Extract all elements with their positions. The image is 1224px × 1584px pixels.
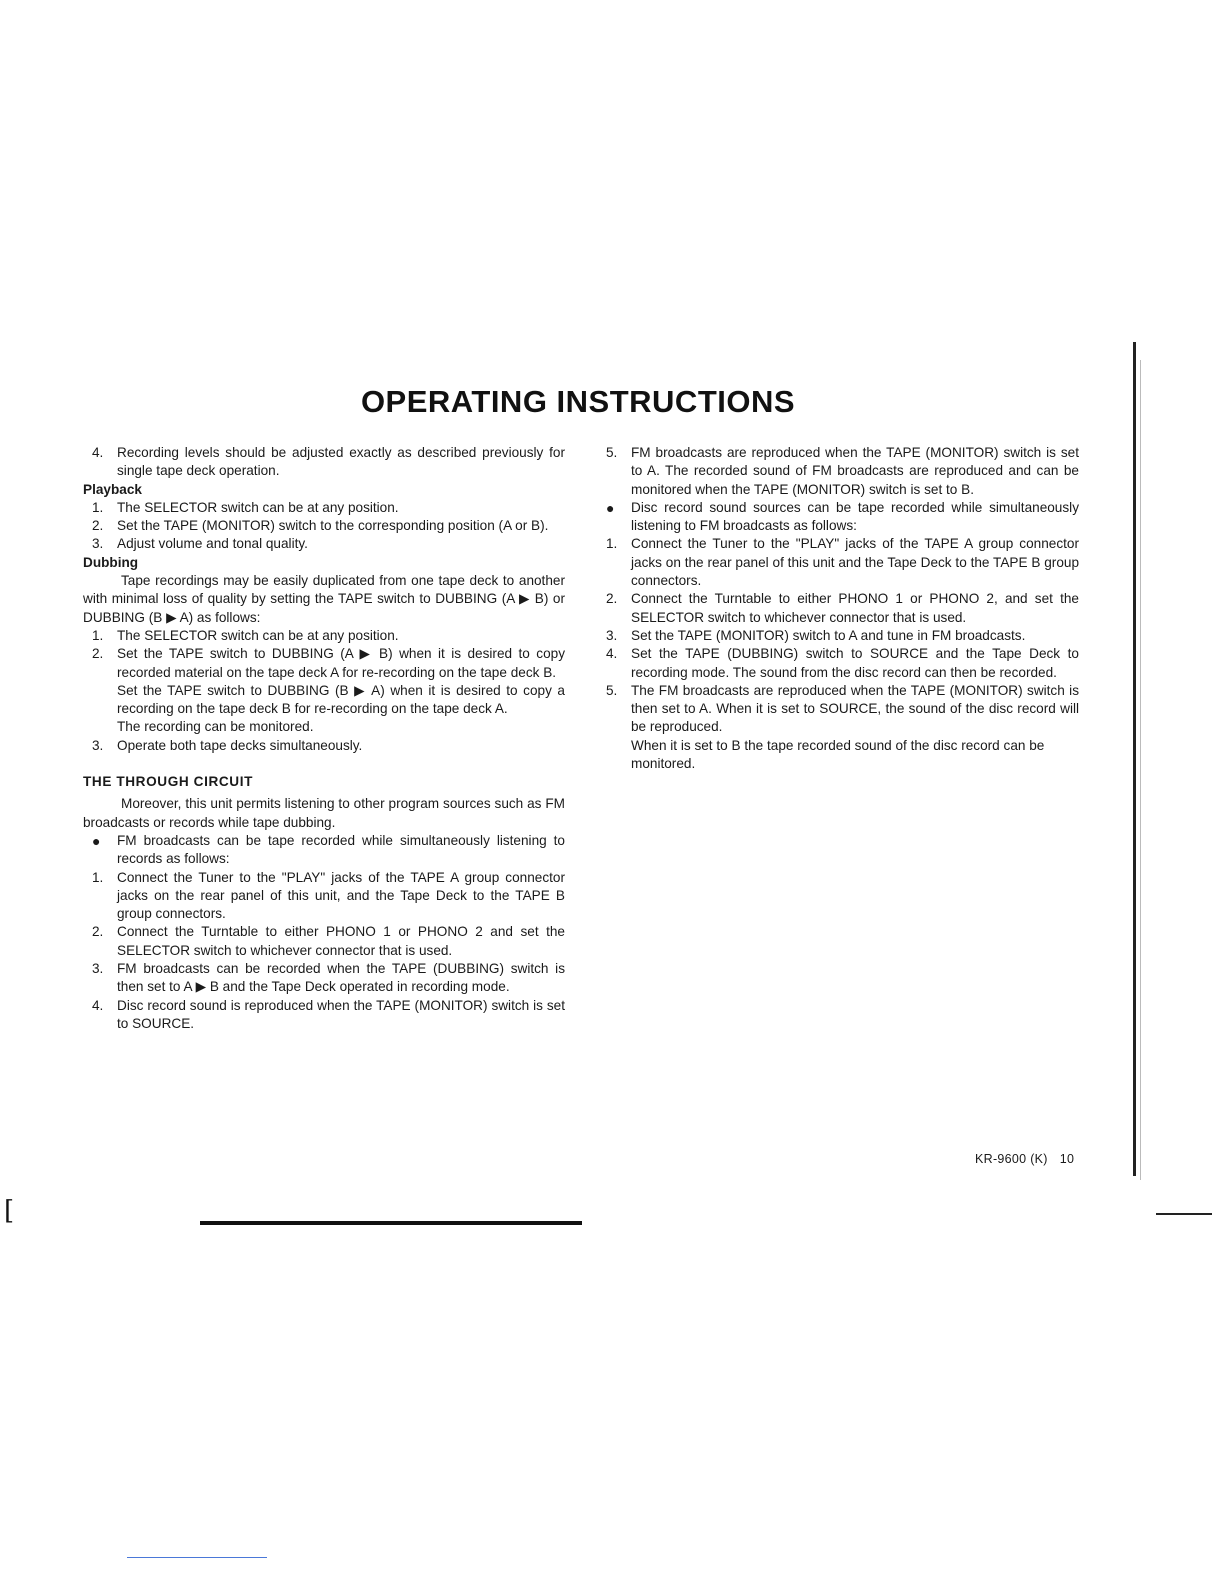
disc-step [606, 645, 1079, 682]
playback-step [83, 499, 565, 517]
step-text: The SELECTOR switch can be at any position. [117, 499, 399, 515]
page-title: OPERATING INSTRUCTIONS [360, 384, 796, 419]
step-text: Connect the Tuner to the "PLAY" jacks of the TAPE A group connector jacks on the rear panel of this unit, and the Tape Deck to the TAPE B group connectors. [117, 869, 565, 922]
playback-heading: Playback [83, 481, 142, 497]
step-number: 1. [606, 536, 618, 552]
step-number: 3. [606, 627, 618, 643]
step-number: 5. [606, 682, 618, 698]
step-number: 2. [92, 646, 104, 662]
through-step [83, 869, 565, 924]
bullet-text: FM broadcasts can be tape recorded while simultaneously listening to records as follows: [117, 832, 565, 867]
through-bullet [83, 832, 565, 869]
disc-step [606, 535, 1079, 590]
step-text: Set the TAPE (MONITOR) switch to A and tune in FM broadcasts. [631, 627, 1026, 643]
fm-monitor-item [606, 444, 1079, 499]
step-text: Set the TAPE switch to DUBBING (B ▶ A) when it is desired to copy a recording on the tape deck B for re-recording on the tape deck A. [117, 682, 565, 717]
through-step [83, 997, 565, 1034]
scan-artifact-line [127, 1557, 267, 1558]
item-text: FM broadcasts are reproduced when the TAPE (MONITOR) switch is set to A. The recorded sound of FM broadcasts are reproduced and can be monitored when the TAPE (MONITOR) switch is set to B. [631, 445, 1079, 497]
step-text: FM broadcasts can be recorded when the TAPE (DUBBING) switch is then set to A ▶ B and the Tape Deck operated in recording mode. [117, 961, 565, 995]
bullet-icon: ● [92, 832, 101, 849]
step-number: 1. [92, 499, 104, 515]
bullet-icon: ● [606, 499, 615, 516]
item-text: Recording levels should be adjusted exactly as described previously for single tape deck operation. [117, 445, 565, 479]
bottom-rule [200, 1221, 582, 1225]
dubbing-heading: Dubbing [83, 554, 139, 570]
step-number: 1. [92, 627, 104, 643]
step-text: The SELECTOR switch can be at any position. [117, 627, 399, 643]
step-number: 1. [92, 869, 104, 885]
step-number: 4. [606, 646, 618, 662]
item-number: 5. [606, 445, 618, 460]
disc-step [606, 682, 1079, 737]
through-circuit-intro: Moreover, this unit permits listening to other program sources such as FM broadcasts or records while tape dubbing. [83, 796, 565, 830]
binding-edge [1133, 342, 1136, 1176]
step-text: The recording can be monitored. [117, 719, 314, 735]
disc-step [606, 590, 1079, 627]
step-text: Operate both tape decks simultaneously. [117, 737, 363, 753]
dubbing-step [83, 627, 565, 645]
step-number: 2. [92, 924, 104, 940]
left-column [83, 444, 565, 1033]
step-text: Set the TAPE (MONITOR) switch to the corresponding position (A or B). [117, 518, 549, 534]
step-text: Connect the Turntable to either PHONO 1 or PHONO 2 and set the SELECTOR switch to whichever connector that is used. [117, 924, 565, 958]
step-number: 3. [92, 536, 104, 552]
disc-bullet [606, 499, 1079, 536]
dubbing-step [83, 737, 565, 755]
step-text: Set the TAPE (DUBBING) switch to SOURCE and the Tape Deck to recording mode. The sound from the disc record can then be recorded. [631, 646, 1079, 680]
step-text: Set the TAPE switch to DUBBING (A ▶ B) when it is desired to copy recorded material on the tape deck A for re-recording on the tape deck B. [117, 646, 565, 680]
page-footer [975, 1152, 1074, 1166]
step-text: Disc record sound is reproduced when the TAPE (MONITOR) switch is set to SOURCE. [117, 997, 565, 1031]
disc-step [606, 627, 1079, 645]
through-step [83, 923, 565, 960]
dubbing-intro: Tape recordings may be easily duplicated from one tape deck to another with minimal loss of quality by setting the TAPE switch to DUBBING (A ▶ B) or DUBBING (B ▶ A) as follows: [83, 573, 565, 625]
item-number: 4. [92, 445, 104, 460]
through-circuit-heading: THE THROUGH CIRCUIT [83, 774, 253, 790]
monitor-note: When it is set to B the tape recorded sound of the disc record can be monitored. [631, 737, 1045, 772]
step-number: 4. [92, 997, 104, 1013]
binding-edge-shadow [1140, 360, 1141, 1180]
step-text: Connect the Turntable to either PHONO 1 or PHONO 2, and set the SELECTOR switch to whichever connector that is used. [631, 591, 1079, 625]
step-text: Connect the Tuner to the "PLAY" jacks of the TAPE A group connector jacks on the rear panel of this unit and the Tape Deck to the TAPE B group connectors. [631, 536, 1079, 589]
through-step [83, 960, 565, 997]
step-number: 3. [92, 737, 104, 753]
recording-levels-item [83, 444, 565, 481]
bullet-text: Disc record sound sources can be tape recorded while simultaneously listening to FM broadcasts as follows: [631, 499, 1079, 534]
right-column [606, 444, 1079, 773]
crop-mark: [ [4, 1196, 15, 1226]
model-number: KR-9600 (K) [975, 1152, 1048, 1166]
step-text: The FM broadcasts are reproduced when the TAPE (MONITOR) switch is then set to A. When it is set to SOURCE, the sound of the disc record will be reproduced. [631, 682, 1079, 735]
dubbing-step [83, 645, 565, 736]
playback-step [83, 517, 565, 535]
page-number: 10 [1059, 1152, 1075, 1166]
step-text: Adjust volume and tonal quality. [117, 536, 308, 552]
step-number: 2. [92, 518, 104, 534]
step-number: 2. [606, 591, 618, 607]
right-edge-rule [1156, 1213, 1212, 1215]
step-number: 3. [92, 961, 104, 977]
playback-step [83, 535, 565, 553]
